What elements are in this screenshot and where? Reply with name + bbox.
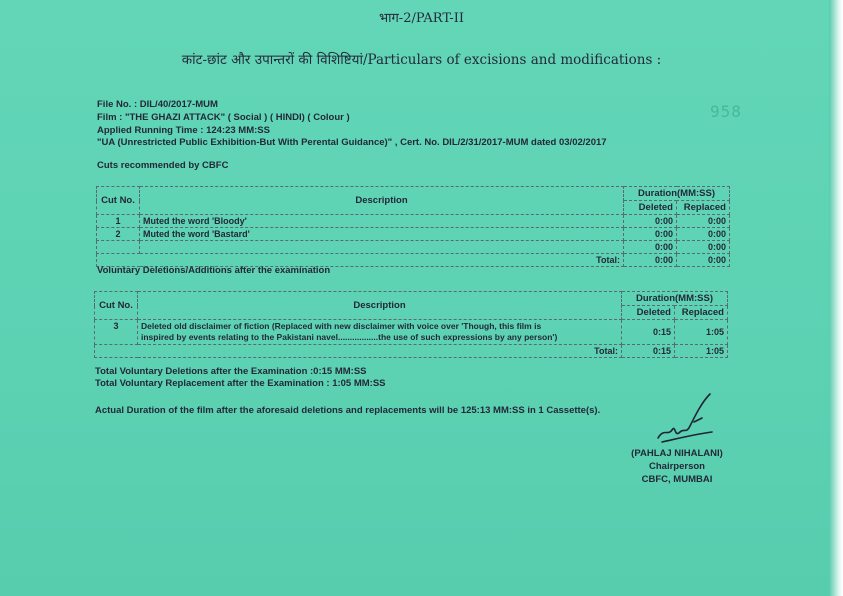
- total-row: [95, 345, 728, 358]
- deleted-header: Deleted: [622, 306, 675, 320]
- total-label: Total:: [95, 345, 622, 358]
- table-row: [97, 241, 730, 254]
- duration-header: Duration(MM:SS): [624, 187, 730, 201]
- replaced-header: Replaced: [677, 201, 730, 215]
- replaced-header: Replaced: [675, 306, 728, 320]
- cuts-section-title: Cuts recommended by CBFC: [97, 160, 229, 171]
- cut-description: [138, 320, 622, 345]
- voluntary-table: [94, 291, 728, 358]
- total-replacement: Total Voluntary Replacement after the Examination : 1:05 MM:SS: [95, 378, 386, 389]
- cut-no-header: Cut No.: [97, 187, 140, 215]
- cut-no: [97, 241, 140, 254]
- part-heading: भाग-2/PART-II: [378, 11, 465, 26]
- cut-no: 2: [97, 228, 140, 241]
- replaced-duration: 0:00: [677, 241, 730, 254]
- cut-no-header: Cut No.: [95, 292, 138, 320]
- total-replaced: 0:00: [677, 254, 730, 267]
- table-row: [97, 215, 730, 228]
- page-edge: [829, 0, 843, 596]
- table-row: [97, 228, 730, 241]
- signatory-name: (PAHLAJ NIHALANI): [631, 448, 723, 459]
- total-deletions: Total Voluntary Deletions after the Examination :0:15 MM:SS: [95, 366, 367, 377]
- deleted-header: Deleted: [624, 201, 677, 215]
- description-header: Description: [138, 292, 622, 320]
- deleted-duration: 0:00: [624, 241, 677, 254]
- replaced-duration: 1:05: [675, 320, 728, 345]
- description-line: inspired by events relating to the Pakistani navel.................the use of such expressions by any person'): [141, 332, 558, 342]
- total-label: Total:: [97, 254, 624, 267]
- replaced-duration: 0:00: [677, 228, 730, 241]
- table-header-row: [97, 187, 730, 201]
- total-deleted: 0:00: [624, 254, 677, 267]
- voluntary-section-title: Voluntary Deletions/Additions after the examination: [97, 265, 331, 276]
- actual-duration: Actual Duration of the film after the aforesaid deletions and replacements will be 125:13 MM:SS in 1 Cassette(s).: [95, 405, 601, 416]
- total-deleted: 0:15: [622, 345, 675, 358]
- faint-stamp-number: 958: [710, 102, 742, 121]
- certificate-line: "UA (Unrestricted Public Exhibition-But With Perental Guidance)" , Cert. No. DIL/2/31/2017-MUM dated 03/02/2017: [97, 137, 607, 148]
- table-row: [95, 320, 728, 345]
- signatory-block: [622, 447, 732, 486]
- cut-no: 3: [95, 320, 138, 345]
- cut-description: Muted the word 'Bastard': [140, 228, 624, 241]
- description-line: Deleted old disclaimer of fiction (Replaced with new disclaimer with voice over 'Though, this film is: [141, 321, 542, 331]
- cut-description: Muted the word 'Bloody': [140, 215, 624, 228]
- cut-description: [140, 241, 624, 254]
- deleted-duration: 0:00: [624, 228, 677, 241]
- total-replaced: 1:05: [675, 345, 728, 358]
- table-header-row: [95, 292, 728, 306]
- cuts-table: [96, 186, 730, 267]
- deleted-duration: 0:15: [622, 320, 675, 345]
- cut-no: 1: [97, 215, 140, 228]
- description-header: Description: [140, 187, 624, 215]
- duration-header: Duration(MM:SS): [622, 292, 728, 306]
- signatory-org: CBFC, MUMBAI: [641, 474, 713, 485]
- applied-running-time: Applied Running Time : 124:23 MM:SS: [97, 125, 270, 136]
- handwritten-signature: [650, 388, 720, 448]
- film-title: Film : "THE GHAZI ATTACK" ( Social ) ( HINDI) ( Colour ): [97, 112, 350, 123]
- section-heading: कांट-छांट और उपान्तरों की विशिष्टियां/Particulars of excisions and modifications :: [181, 52, 662, 68]
- deleted-duration: 0:00: [624, 215, 677, 228]
- file-number: File No. : DIL/40/2017-MUM: [97, 99, 218, 110]
- signatory-title: Chairperson: [649, 461, 705, 472]
- replaced-duration: 0:00: [677, 215, 730, 228]
